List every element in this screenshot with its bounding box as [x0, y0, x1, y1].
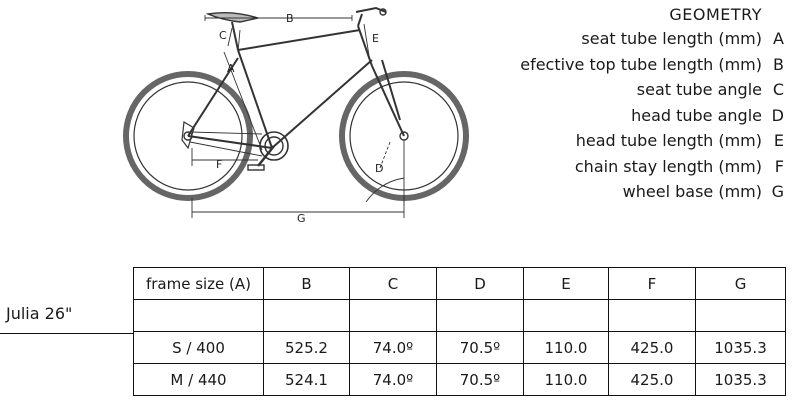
- table-cell: 525.2: [264, 332, 350, 364]
- header-c: C: [350, 268, 437, 300]
- geometry-legend: [520, 29, 784, 208]
- geometry-item-label: head tube angle: [631, 105, 762, 125]
- geometry-item-label: head tube length (mm): [575, 131, 762, 150]
- label-f: F: [216, 158, 223, 171]
- geometry-item: [520, 29, 784, 55]
- geometry-item: [520, 182, 784, 208]
- geometry-item-label: wheel base (mm): [622, 182, 762, 201]
- header-b: B: [264, 268, 350, 300]
- table-cell: 524.1: [264, 364, 350, 396]
- table-row: [134, 332, 786, 364]
- header-d: D: [437, 268, 524, 300]
- header-frame-size: frame size (A): [134, 268, 264, 300]
- geometry-item: [520, 106, 784, 132]
- geometry-item-letter: G: [771, 182, 784, 201]
- table-cell: 1035.3: [696, 364, 786, 396]
- table-header-row: [134, 268, 786, 300]
- table-cell: [350, 300, 437, 332]
- label-a: A: [227, 62, 235, 75]
- table-cell: 70.5º: [437, 364, 524, 396]
- label-c: C: [219, 29, 227, 42]
- table-cell: S / 400: [134, 332, 264, 364]
- geometry-item: [520, 157, 784, 183]
- geometry-title: GEOMETRY: [669, 5, 762, 24]
- label-e: E: [372, 32, 379, 45]
- table-row: [134, 300, 786, 332]
- geometry-item-label: efective top tube length (mm): [520, 54, 762, 74]
- bike-geometry-diagram: [0, 0, 480, 240]
- table-cell: M / 440: [134, 364, 264, 396]
- table-cell: 110.0: [524, 364, 609, 396]
- geometry-item-letter: D: [771, 105, 784, 125]
- label-d: D: [375, 162, 384, 175]
- geometry-item-label: seat tube length (mm): [581, 29, 762, 48]
- saddle: [208, 13, 258, 22]
- table-cell: [524, 300, 609, 332]
- header-g: G: [696, 268, 786, 300]
- table-cell: 425.0: [609, 364, 696, 396]
- table-cell: 110.0: [524, 332, 609, 364]
- table-cell: [264, 300, 350, 332]
- label-b: B: [286, 12, 294, 25]
- table-cell: 425.0: [609, 332, 696, 364]
- table-cell: [437, 300, 524, 332]
- geometry-item-label: seat tube angle: [636, 80, 762, 99]
- geometry-item-letter: E: [773, 131, 784, 150]
- table-cell: [134, 300, 264, 332]
- header-f: F: [609, 268, 696, 300]
- geometry-item: [520, 55, 784, 81]
- geometry-item-letter: B: [773, 54, 784, 74]
- geometry-item-label: chain stay length (mm): [574, 156, 762, 176]
- table-cell: 1035.3: [696, 332, 786, 364]
- geometry-item: [520, 80, 784, 106]
- label-g: G: [297, 212, 306, 225]
- model-underline: [0, 333, 133, 334]
- table-cell: 74.0º: [350, 364, 437, 396]
- geometry-item: [520, 131, 784, 157]
- geometry-table: [133, 267, 786, 396]
- geometry-item-letter: C: [772, 80, 784, 99]
- geometry-item-letter: A: [773, 29, 784, 48]
- table-cell: [609, 300, 696, 332]
- model-name: Julia 26": [6, 304, 73, 323]
- geometry-item-letter: F: [774, 156, 784, 176]
- table-cell: [696, 300, 786, 332]
- table-cell: 70.5º: [437, 332, 524, 364]
- header-e: E: [524, 268, 609, 300]
- table-cell: 74.0º: [350, 332, 437, 364]
- table-row: [134, 364, 786, 396]
